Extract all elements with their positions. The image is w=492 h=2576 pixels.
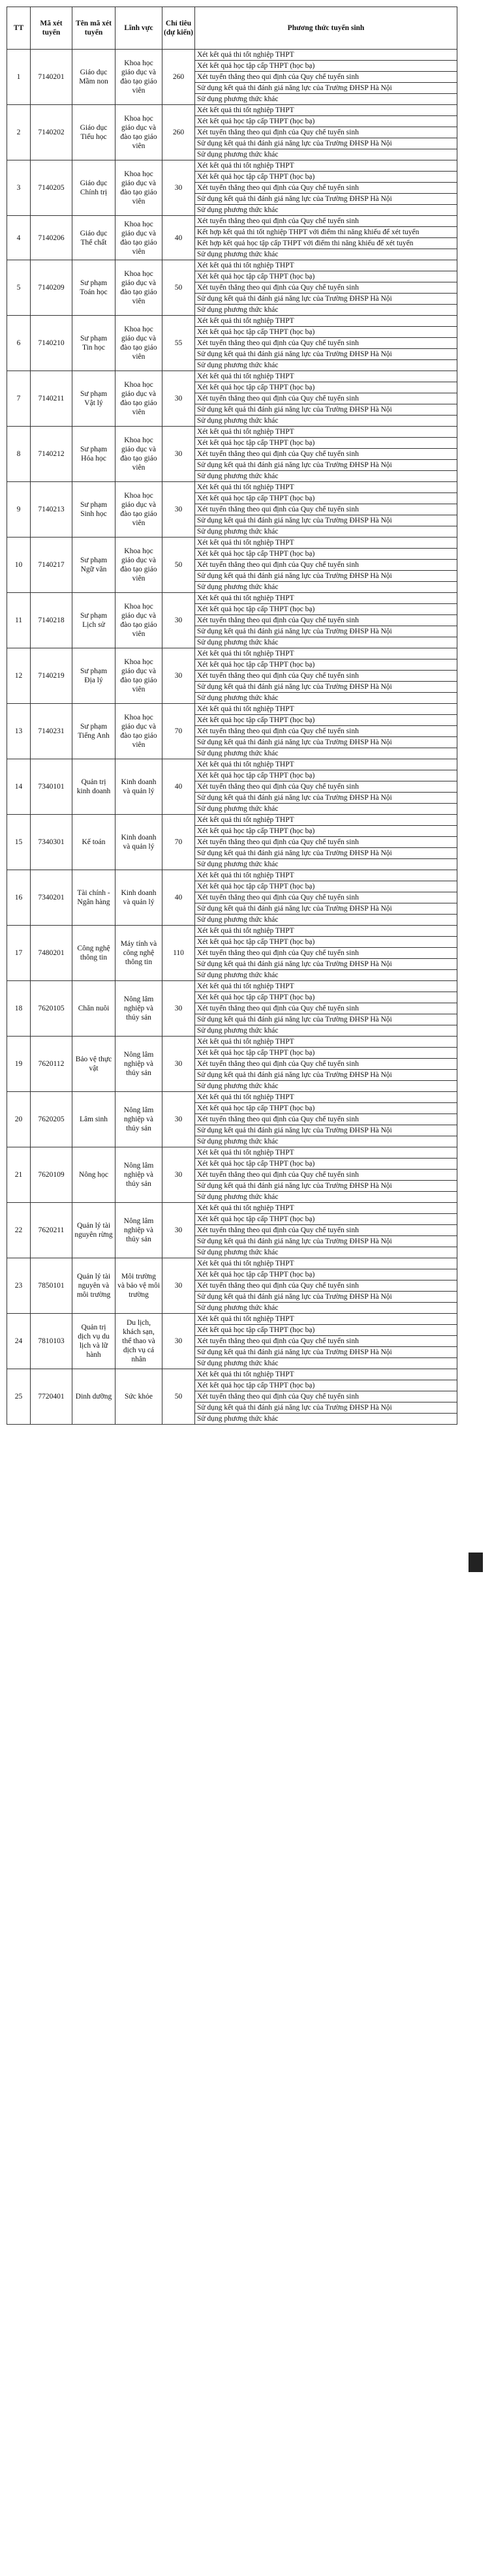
row-method: Sử dụng phương thức khác	[195, 1136, 457, 1147]
row-name: Chăn nuôi	[72, 981, 115, 1037]
row-method: Sử dụng phương thức khác	[195, 1358, 457, 1369]
row-name: Công nghệ thông tin	[72, 926, 115, 981]
row-method: Sử dụng phương thức khác	[195, 1247, 457, 1258]
row-method: Xét tuyển thẳng theo qui định của Quy chế tuyển sinh	[195, 1225, 457, 1236]
row-name: Sư phạm Tiếng Anh	[72, 704, 115, 759]
row-method: Xét kết quả thi tốt nghiệp THPT	[195, 1037, 457, 1048]
row-quota: 30	[162, 1314, 195, 1369]
row-method: Xét kết quả học tập cấp THPT (học bạ)	[195, 1325, 457, 1336]
row-method: Sử dụng phương thức khác	[195, 693, 457, 704]
row-method: Sử dụng phương thức khác	[195, 94, 457, 105]
row-method: Xét kết quả học tập cấp THPT (học bạ)	[195, 770, 457, 781]
row-field: Nông lâm nghiệp và thủy sản	[115, 1203, 162, 1258]
row-name: Tài chính - Ngân hàng	[72, 870, 115, 926]
table-row	[7, 704, 457, 715]
row-method: Sử dụng kết quả thi đánh giá năng lực của Trường ĐHSP Hà Nội	[195, 515, 457, 526]
header-methods: Phương thức tuyển sinh	[195, 7, 457, 50]
row-method: Xét tuyển thẳng theo qui định của Quy chế tuyển sinh	[195, 393, 457, 404]
row-tt: 22	[7, 1203, 31, 1258]
row-tt: 19	[7, 1037, 31, 1092]
row-name: Giáo dục Thể chất	[72, 216, 115, 260]
row-method: Xét kết quả thi tốt nghiệp THPT	[195, 260, 457, 271]
row-method: Sử dụng kết quả thi đánh giá năng lực của Trường ĐHSP Hà Nội	[195, 349, 457, 360]
row-code: 7140201	[31, 50, 72, 105]
row-tt: 14	[7, 759, 31, 815]
row-method: Sử dụng phương thức khác	[195, 970, 457, 981]
row-method: Xét tuyển thẳng theo qui định của Quy chế tuyển sinh	[195, 216, 457, 227]
row-method: Xét tuyển thẳng theo qui định của Quy chế tuyển sinh	[195, 948, 457, 959]
row-code: 7340101	[31, 759, 72, 815]
row-method: Xét kết quả thi tốt nghiệp THPT	[195, 371, 457, 382]
row-method: Xét kết quả học tập cấp THPT (học bạ)	[195, 1269, 457, 1280]
row-method: Xét tuyển thẳng theo qui định của Quy chế tuyển sinh	[195, 781, 457, 793]
row-method: Xét kết quả thi tốt nghiệp THPT	[195, 1258, 457, 1269]
row-method: Xét kết quả học tập cấp THPT (học bạ)	[195, 493, 457, 504]
row-method: Xét kết quả học tập cấp THPT (học bạ)	[195, 1159, 457, 1170]
row-tt: 25	[7, 1369, 31, 1425]
row-code: 7140217	[31, 538, 72, 593]
row-name: Sư phạm Toán học	[72, 260, 115, 316]
table-row	[7, 216, 457, 227]
row-field: Khoa học giáo dục và đào tạo giáo viên	[115, 704, 162, 759]
row-name: Quản trị kinh doanh	[72, 759, 115, 815]
row-method: Xét tuyển thẳng theo qui định của Quy chế tuyển sinh	[195, 1336, 457, 1347]
row-method: Xét tuyển thẳng theo qui định của Quy chế tuyển sinh	[195, 726, 457, 737]
row-code: 7140202	[31, 105, 72, 160]
table-row	[7, 815, 457, 826]
row-quota: 30	[162, 1037, 195, 1092]
row-tt: 12	[7, 648, 31, 704]
row-method: Xét kết quả học tập cấp THPT (học bạ)	[195, 382, 457, 393]
table-row	[7, 981, 457, 992]
table-body	[7, 50, 457, 1425]
row-name: Lâm sinh	[72, 1092, 115, 1147]
row-name: Giáo dục Mầm non	[72, 50, 115, 105]
row-method: Xét kết quả học tập cấp THPT (học bạ)	[195, 1380, 457, 1391]
row-tt: 24	[7, 1314, 31, 1369]
row-method: Xét kết quả thi tốt nghiệp THPT	[195, 105, 457, 116]
row-code: 7620112	[31, 1037, 72, 1092]
row-method: Xét kết quả thi tốt nghiệp THPT	[195, 1092, 457, 1103]
table-row	[7, 1369, 457, 1380]
row-method: Xét tuyển thẳng theo qui định của Quy chế tuyển sinh	[195, 1003, 457, 1014]
row-method: Xét kết quả học tập cấp THPT (học bạ)	[195, 937, 457, 948]
header-tt: TT	[7, 7, 31, 50]
row-method: Xét kết quả học tập cấp THPT (học bạ)	[195, 604, 457, 615]
row-code: 7140211	[31, 371, 72, 427]
row-method: Xét kết quả học tập cấp THPT (học bạ)	[195, 881, 457, 892]
row-method: Xét kết quả học tập cấp THPT (học bạ)	[195, 172, 457, 183]
row-method: Xét kết quả thi tốt nghiệp THPT	[195, 1147, 457, 1159]
row-method: Xét tuyển thẳng theo qui định của Quy chế tuyển sinh	[195, 1059, 457, 1070]
row-quota: 30	[162, 482, 195, 538]
row-method: Xét kết quả học tập cấp THPT (học bạ)	[195, 1103, 457, 1114]
row-tt: 9	[7, 482, 31, 538]
row-field: Khoa học giáo dục và đào tạo giáo viên	[115, 260, 162, 316]
row-method: Sử dụng phương thức khác	[195, 1414, 457, 1425]
row-name: Kế toán	[72, 815, 115, 870]
row-quota: 30	[162, 648, 195, 704]
row-method: Xét kết quả thi tốt nghiệp THPT	[195, 482, 457, 493]
row-tt: 18	[7, 981, 31, 1037]
table-row	[7, 759, 457, 770]
header-code: Mã xét tuyển	[31, 7, 72, 50]
row-field: Kinh doanh và quản lý	[115, 815, 162, 870]
row-method: Sử dụng kết quả thi đánh giá năng lực của Trường ĐHSP Hà Nội	[195, 682, 457, 693]
row-method: Xét tuyển thẳng theo qui định của Quy chế tuyển sinh	[195, 282, 457, 294]
row-method: Xét kết quả học tập cấp THPT (học bạ)	[195, 715, 457, 726]
row-method: Xét kết quả học tập cấp THPT (học bạ)	[195, 61, 457, 72]
row-method: Xét kết quả thi tốt nghiệp THPT	[195, 648, 457, 659]
row-quota: 40	[162, 216, 195, 260]
header-name: Tên mã xét tuyển	[72, 7, 115, 50]
table-row	[7, 648, 457, 659]
row-quota: 260	[162, 105, 195, 160]
row-method: Sử dụng kết quả thi đánh giá năng lực của Trường ĐHSP Hà Nội	[195, 1014, 457, 1025]
row-method: Xét kết quả thi tốt nghiệp THPT	[195, 593, 457, 604]
row-method: Sử dụng phương thức khác	[195, 205, 457, 216]
row-code: 7140213	[31, 482, 72, 538]
row-name: Giáo dục Tiểu học	[72, 105, 115, 160]
row-code: 7810103	[31, 1314, 72, 1369]
row-method: Xét kết quả thi tốt nghiệp THPT	[195, 759, 457, 770]
row-code: 7620211	[31, 1203, 72, 1258]
row-field: Du lịch, khách sạn, thể thao và dịch vụ cá nhân	[115, 1314, 162, 1369]
table-row	[7, 1314, 457, 1325]
row-method: Sử dụng kết quả thi đánh giá năng lực của Trường ĐHSP Hà Nội	[195, 793, 457, 804]
row-method: Sử dụng phương thức khác	[195, 859, 457, 870]
row-method: Xét kết quả học tập cấp THPT (học bạ)	[195, 116, 457, 127]
row-method: Sử dụng kết quả thi đánh giá năng lực của Trường ĐHSP Hà Nội	[195, 903, 457, 915]
row-field: Khoa học giáo dục và đào tạo giáo viên	[115, 593, 162, 648]
table-row	[7, 538, 457, 549]
row-tt: 5	[7, 260, 31, 316]
row-method: Xét kết quả học tập cấp THPT (học bạ)	[195, 327, 457, 338]
row-quota: 260	[162, 50, 195, 105]
row-method: Xét tuyển thẳng theo qui định của Quy chế tuyển sinh	[195, 1280, 457, 1292]
row-tt: 2	[7, 105, 31, 160]
row-method: Xét kết quả thi tốt nghiệp THPT	[195, 1369, 457, 1380]
row-method: Sử dụng kết quả thi đánh giá năng lực của Trường ĐHSP Hà Nội	[195, 194, 457, 205]
row-code: 7620205	[31, 1092, 72, 1147]
row-method: Xét kết quả thi tốt nghiệp THPT	[195, 926, 457, 937]
row-method: Sử dụng kết quả thi đánh giá năng lực của Trường ĐHSP Hà Nội	[195, 1402, 457, 1414]
row-code: 7340201	[31, 870, 72, 926]
row-tt: 13	[7, 704, 31, 759]
row-code: 7480201	[31, 926, 72, 981]
row-method: Xét tuyển thẳng theo qui định của Quy chế tuyển sinh	[195, 1391, 457, 1402]
row-method: Sử dụng phương thức khác	[195, 471, 457, 482]
row-quota: 70	[162, 815, 195, 870]
row-name: Giáo dục Chính trị	[72, 160, 115, 216]
row-method: Xét kết quả học tập cấp THPT (học bạ)	[195, 826, 457, 837]
row-method: Sử dụng phương thức khác	[195, 637, 457, 648]
row-name: Sư phạm Lịch sử	[72, 593, 115, 648]
row-field: Môi trường và bảo vệ môi trường	[115, 1258, 162, 1314]
header-quota: Chỉ tiêu (dự kiến)	[162, 7, 195, 50]
row-method: Xét kết quả học tập cấp THPT (học bạ)	[195, 1048, 457, 1059]
row-method: Xét kết quả học tập cấp THPT (học bạ)	[195, 992, 457, 1003]
row-method: Sử dụng phương thức khác	[195, 582, 457, 593]
row-quota: 50	[162, 1369, 195, 1425]
row-method: Sử dụng kết quả thi đánh giá năng lực của Trường ĐHSP Hà Nội	[195, 1347, 457, 1358]
header-field: Lĩnh vực	[115, 7, 162, 50]
row-name: Sư phạm Vật lý	[72, 371, 115, 427]
row-tt: 7	[7, 371, 31, 427]
row-field: Khoa học giáo dục và đào tạo giáo viên	[115, 105, 162, 160]
row-tt: 15	[7, 815, 31, 870]
row-tt: 1	[7, 50, 31, 105]
row-method: Sử dụng phương thức khác	[195, 526, 457, 538]
row-method: Kết hợp kết quả thi tốt nghiệp THPT với điểm thi năng khiếu để xét tuyển	[195, 227, 457, 238]
row-method: Sử dụng kết quả thi đánh giá năng lực của Trường ĐHSP Hà Nội	[195, 571, 457, 582]
row-quota: 30	[162, 1203, 195, 1258]
row-code: 7140219	[31, 648, 72, 704]
row-method: Sử dụng kết quả thi đánh giá năng lực của Trường ĐHSP Hà Nội	[195, 294, 457, 305]
row-field: Khoa học giáo dục và đào tạo giáo viên	[115, 371, 162, 427]
row-method: Xét kết quả học tập cấp THPT (học bạ)	[195, 1214, 457, 1225]
row-method: Xét kết quả thi tốt nghiệp THPT	[195, 427, 457, 438]
table-header-row	[7, 7, 457, 50]
row-name: Quản lý tài nguyên và môi trường	[72, 1258, 115, 1314]
row-field: Nông lâm nghiệp và thủy sản	[115, 1092, 162, 1147]
row-field: Kinh doanh và quản lý	[115, 759, 162, 815]
row-field: Nông lâm nghiệp và thủy sản	[115, 1147, 162, 1203]
row-method: Xét tuyển thẳng theo qui định của Quy chế tuyển sinh	[195, 1114, 457, 1125]
row-method: Sử dụng phương thức khác	[195, 360, 457, 371]
row-method: Xét tuyển thẳng theo qui định của Quy chế tuyển sinh	[195, 615, 457, 626]
row-method: Sử dụng kết quả thi đánh giá năng lực của Trường ĐHSP Hà Nội	[195, 959, 457, 970]
row-tt: 4	[7, 216, 31, 260]
table-row	[7, 1203, 457, 1214]
row-field: Khoa học giáo dục và đào tạo giáo viên	[115, 427, 162, 482]
table-row	[7, 427, 457, 438]
row-method: Sử dụng phương thức khác	[195, 915, 457, 926]
row-code: 7140205	[31, 160, 72, 216]
admissions-table	[7, 7, 457, 1425]
row-quota: 50	[162, 260, 195, 316]
row-method: Sử dụng kết quả thi đánh giá năng lực của Trường ĐHSP Hà Nội	[195, 1181, 457, 1192]
row-method: Xét kết quả thi tốt nghiệp THPT	[195, 815, 457, 826]
row-method: Xét kết quả thi tốt nghiệp THPT	[195, 704, 457, 715]
row-code: 7140206	[31, 216, 72, 260]
row-field: Nông lâm nghiệp và thủy sản	[115, 981, 162, 1037]
row-quota: 30	[162, 1092, 195, 1147]
table-row	[7, 371, 457, 382]
row-quota: 30	[162, 981, 195, 1037]
row-method: Xét kết quả thi tốt nghiệp THPT	[195, 160, 457, 172]
row-method: Sử dụng kết quả thi đánh giá năng lực của Trường ĐHSP Hà Nội	[195, 404, 457, 416]
row-method: Sử dụng phương thức khác	[195, 416, 457, 427]
row-method: Sử dụng phương thức khác	[195, 1081, 457, 1092]
row-code: 7720401	[31, 1369, 72, 1425]
row-method: Sử dụng kết quả thi đánh giá năng lực của Trường ĐHSP Hà Nội	[195, 83, 457, 94]
row-name: Dinh dưỡng	[72, 1369, 115, 1425]
row-code: 7140209	[31, 260, 72, 316]
row-quota: 30	[162, 1258, 195, 1314]
row-method: Sử dụng phương thức khác	[195, 748, 457, 759]
row-method: Sử dụng phương thức khác	[195, 804, 457, 815]
row-tt: 23	[7, 1258, 31, 1314]
row-method: Sử dụng kết quả thi đánh giá năng lực của Trường ĐHSP Hà Nội	[195, 626, 457, 637]
row-method: Xét tuyển thẳng theo qui định của Quy chế tuyển sinh	[195, 504, 457, 515]
table-row	[7, 1092, 457, 1103]
row-field: Nông lâm nghiệp và thủy sản	[115, 1037, 162, 1092]
row-method: Xét kết quả học tập cấp THPT (học bạ)	[195, 271, 457, 282]
row-method: Xét kết quả thi tốt nghiệp THPT	[195, 1314, 457, 1325]
row-field: Khoa học giáo dục và đào tạo giáo viên	[115, 50, 162, 105]
row-method: Sử dụng kết quả thi đánh giá năng lực của Trường ĐHSP Hà Nội	[195, 1292, 457, 1303]
row-method: Xét kết quả thi tốt nghiệp THPT	[195, 870, 457, 881]
row-method: Xét tuyển thẳng theo qui định của Quy chế tuyển sinh	[195, 892, 457, 903]
row-method: Xét tuyển thẳng theo qui định của Quy chế tuyển sinh	[195, 127, 457, 138]
row-quota: 30	[162, 371, 195, 427]
row-method: Xét kết quả thi tốt nghiệp THPT	[195, 316, 457, 327]
row-method: Xét kết quả học tập cấp THPT (học bạ)	[195, 549, 457, 560]
row-name: Quản lý tài nguyên rừng	[72, 1203, 115, 1258]
row-quota: 30	[162, 593, 195, 648]
row-code: 7340301	[31, 815, 72, 870]
row-method: Sử dụng phương thức khác	[195, 1025, 457, 1037]
page-marker	[469, 1553, 483, 1572]
row-method: Kết hợp kết quả học tập cấp THPT với điểm thi năng khiếu để xét tuyển	[195, 238, 457, 249]
row-quota: 30	[162, 160, 195, 216]
row-quota: 30	[162, 1147, 195, 1203]
row-quota: 55	[162, 316, 195, 371]
row-name: Bảo vệ thực vật	[72, 1037, 115, 1092]
row-method: Xét tuyển thẳng theo qui định của Quy chế tuyển sinh	[195, 837, 457, 848]
row-method: Xét kết quả thi tốt nghiệp THPT	[195, 538, 457, 549]
row-quota: 40	[162, 759, 195, 815]
row-tt: 17	[7, 926, 31, 981]
row-method: Sử dụng phương thức khác	[195, 249, 457, 260]
row-code: 7140210	[31, 316, 72, 371]
row-tt: 20	[7, 1092, 31, 1147]
row-name: Nông học	[72, 1147, 115, 1203]
row-code: 7140218	[31, 593, 72, 648]
row-method: Xét tuyển thẳng theo qui định của Quy chế tuyển sinh	[195, 449, 457, 460]
row-method: Xét tuyển thẳng theo qui định của Quy chế tuyển sinh	[195, 183, 457, 194]
row-quota: 50	[162, 538, 195, 593]
row-tt: 10	[7, 538, 31, 593]
row-name: Sư phạm Địa lý	[72, 648, 115, 704]
row-code: 7140212	[31, 427, 72, 482]
row-method: Sử dụng kết quả thi đánh giá năng lực của Trường ĐHSP Hà Nội	[195, 737, 457, 748]
row-method: Sử dụng kết quả thi đánh giá năng lực của Trường ĐHSP Hà Nội	[195, 460, 457, 471]
table-row	[7, 1147, 457, 1159]
table-row	[7, 316, 457, 327]
row-code: 7620105	[31, 981, 72, 1037]
table-row	[7, 593, 457, 604]
table-row	[7, 50, 457, 61]
admissions-table-sheet	[7, 7, 457, 1425]
row-quota: 40	[162, 870, 195, 926]
row-method: Sử dụng phương thức khác	[195, 305, 457, 316]
table-row	[7, 260, 457, 271]
row-name: Quản trị dịch vụ du lịch và lữ hành	[72, 1314, 115, 1369]
row-field: Kinh doanh và quản lý	[115, 870, 162, 926]
row-field: Khoa học giáo dục và đào tạo giáo viên	[115, 160, 162, 216]
row-name: Sư phạm Hóa học	[72, 427, 115, 482]
table-row	[7, 482, 457, 493]
row-method: Sử dụng kết quả thi đánh giá năng lực của Trường ĐHSP Hà Nội	[195, 1125, 457, 1136]
row-field: Khoa học giáo dục và đào tạo giáo viên	[115, 216, 162, 260]
row-field: Khoa học giáo dục và đào tạo giáo viên	[115, 538, 162, 593]
row-field: Khoa học giáo dục và đào tạo giáo viên	[115, 316, 162, 371]
row-method: Xét kết quả thi tốt nghiệp THPT	[195, 1203, 457, 1214]
row-tt: 6	[7, 316, 31, 371]
row-quota: 70	[162, 704, 195, 759]
row-field: Khoa học giáo dục và đào tạo giáo viên	[115, 648, 162, 704]
row-method: Xét tuyển thẳng theo qui định của Quy chế tuyển sinh	[195, 338, 457, 349]
row-method: Sử dụng kết quả thi đánh giá năng lực của Trường ĐHSP Hà Nội	[195, 848, 457, 859]
table-row	[7, 105, 457, 116]
row-method: Xét kết quả học tập cấp THPT (học bạ)	[195, 438, 457, 449]
row-tt: 11	[7, 593, 31, 648]
row-method: Xét tuyển thẳng theo qui định của Quy chế tuyển sinh	[195, 72, 457, 83]
row-tt: 3	[7, 160, 31, 216]
row-quota: 30	[162, 427, 195, 482]
row-method: Xét tuyển thẳng theo qui định của Quy chế tuyển sinh	[195, 1170, 457, 1181]
table-row	[7, 870, 457, 881]
row-tt: 8	[7, 427, 31, 482]
row-field: Sức khỏe	[115, 1369, 162, 1425]
row-method: Xét tuyển thẳng theo qui định của Quy chế tuyển sinh	[195, 560, 457, 571]
row-code: 7850101	[31, 1258, 72, 1314]
row-method: Xét tuyển thẳng theo qui định của Quy chế tuyển sinh	[195, 671, 457, 682]
row-code: 7140231	[31, 704, 72, 759]
table-row	[7, 1037, 457, 1048]
row-name: Sư phạm Sinh học	[72, 482, 115, 538]
row-method: Sử dụng phương thức khác	[195, 149, 457, 160]
row-method: Sử dụng kết quả thi đánh giá năng lực của Trường ĐHSP Hà Nội	[195, 138, 457, 149]
row-tt: 21	[7, 1147, 31, 1203]
row-name: Sư phạm Tin học	[72, 316, 115, 371]
row-field: Máy tính và công nghệ thông tin	[115, 926, 162, 981]
row-method: Xét kết quả thi tốt nghiệp THPT	[195, 981, 457, 992]
row-name: Sư phạm Ngữ văn	[72, 538, 115, 593]
table-row	[7, 926, 457, 937]
row-method: Xét kết quả học tập cấp THPT (học bạ)	[195, 659, 457, 671]
row-method: Sử dụng phương thức khác	[195, 1192, 457, 1203]
row-method: Sử dụng phương thức khác	[195, 1303, 457, 1314]
row-quota: 110	[162, 926, 195, 981]
row-code: 7620109	[31, 1147, 72, 1203]
row-method: Sử dụng kết quả thi đánh giá năng lực của Trường ĐHSP Hà Nội	[195, 1236, 457, 1247]
row-method: Xét kết quả thi tốt nghiệp THPT	[195, 50, 457, 61]
table-row	[7, 160, 457, 172]
row-tt: 16	[7, 870, 31, 926]
row-field: Khoa học giáo dục và đào tạo giáo viên	[115, 482, 162, 538]
table-row	[7, 1258, 457, 1269]
row-method: Sử dụng kết quả thi đánh giá năng lực của Trường ĐHSP Hà Nội	[195, 1070, 457, 1081]
